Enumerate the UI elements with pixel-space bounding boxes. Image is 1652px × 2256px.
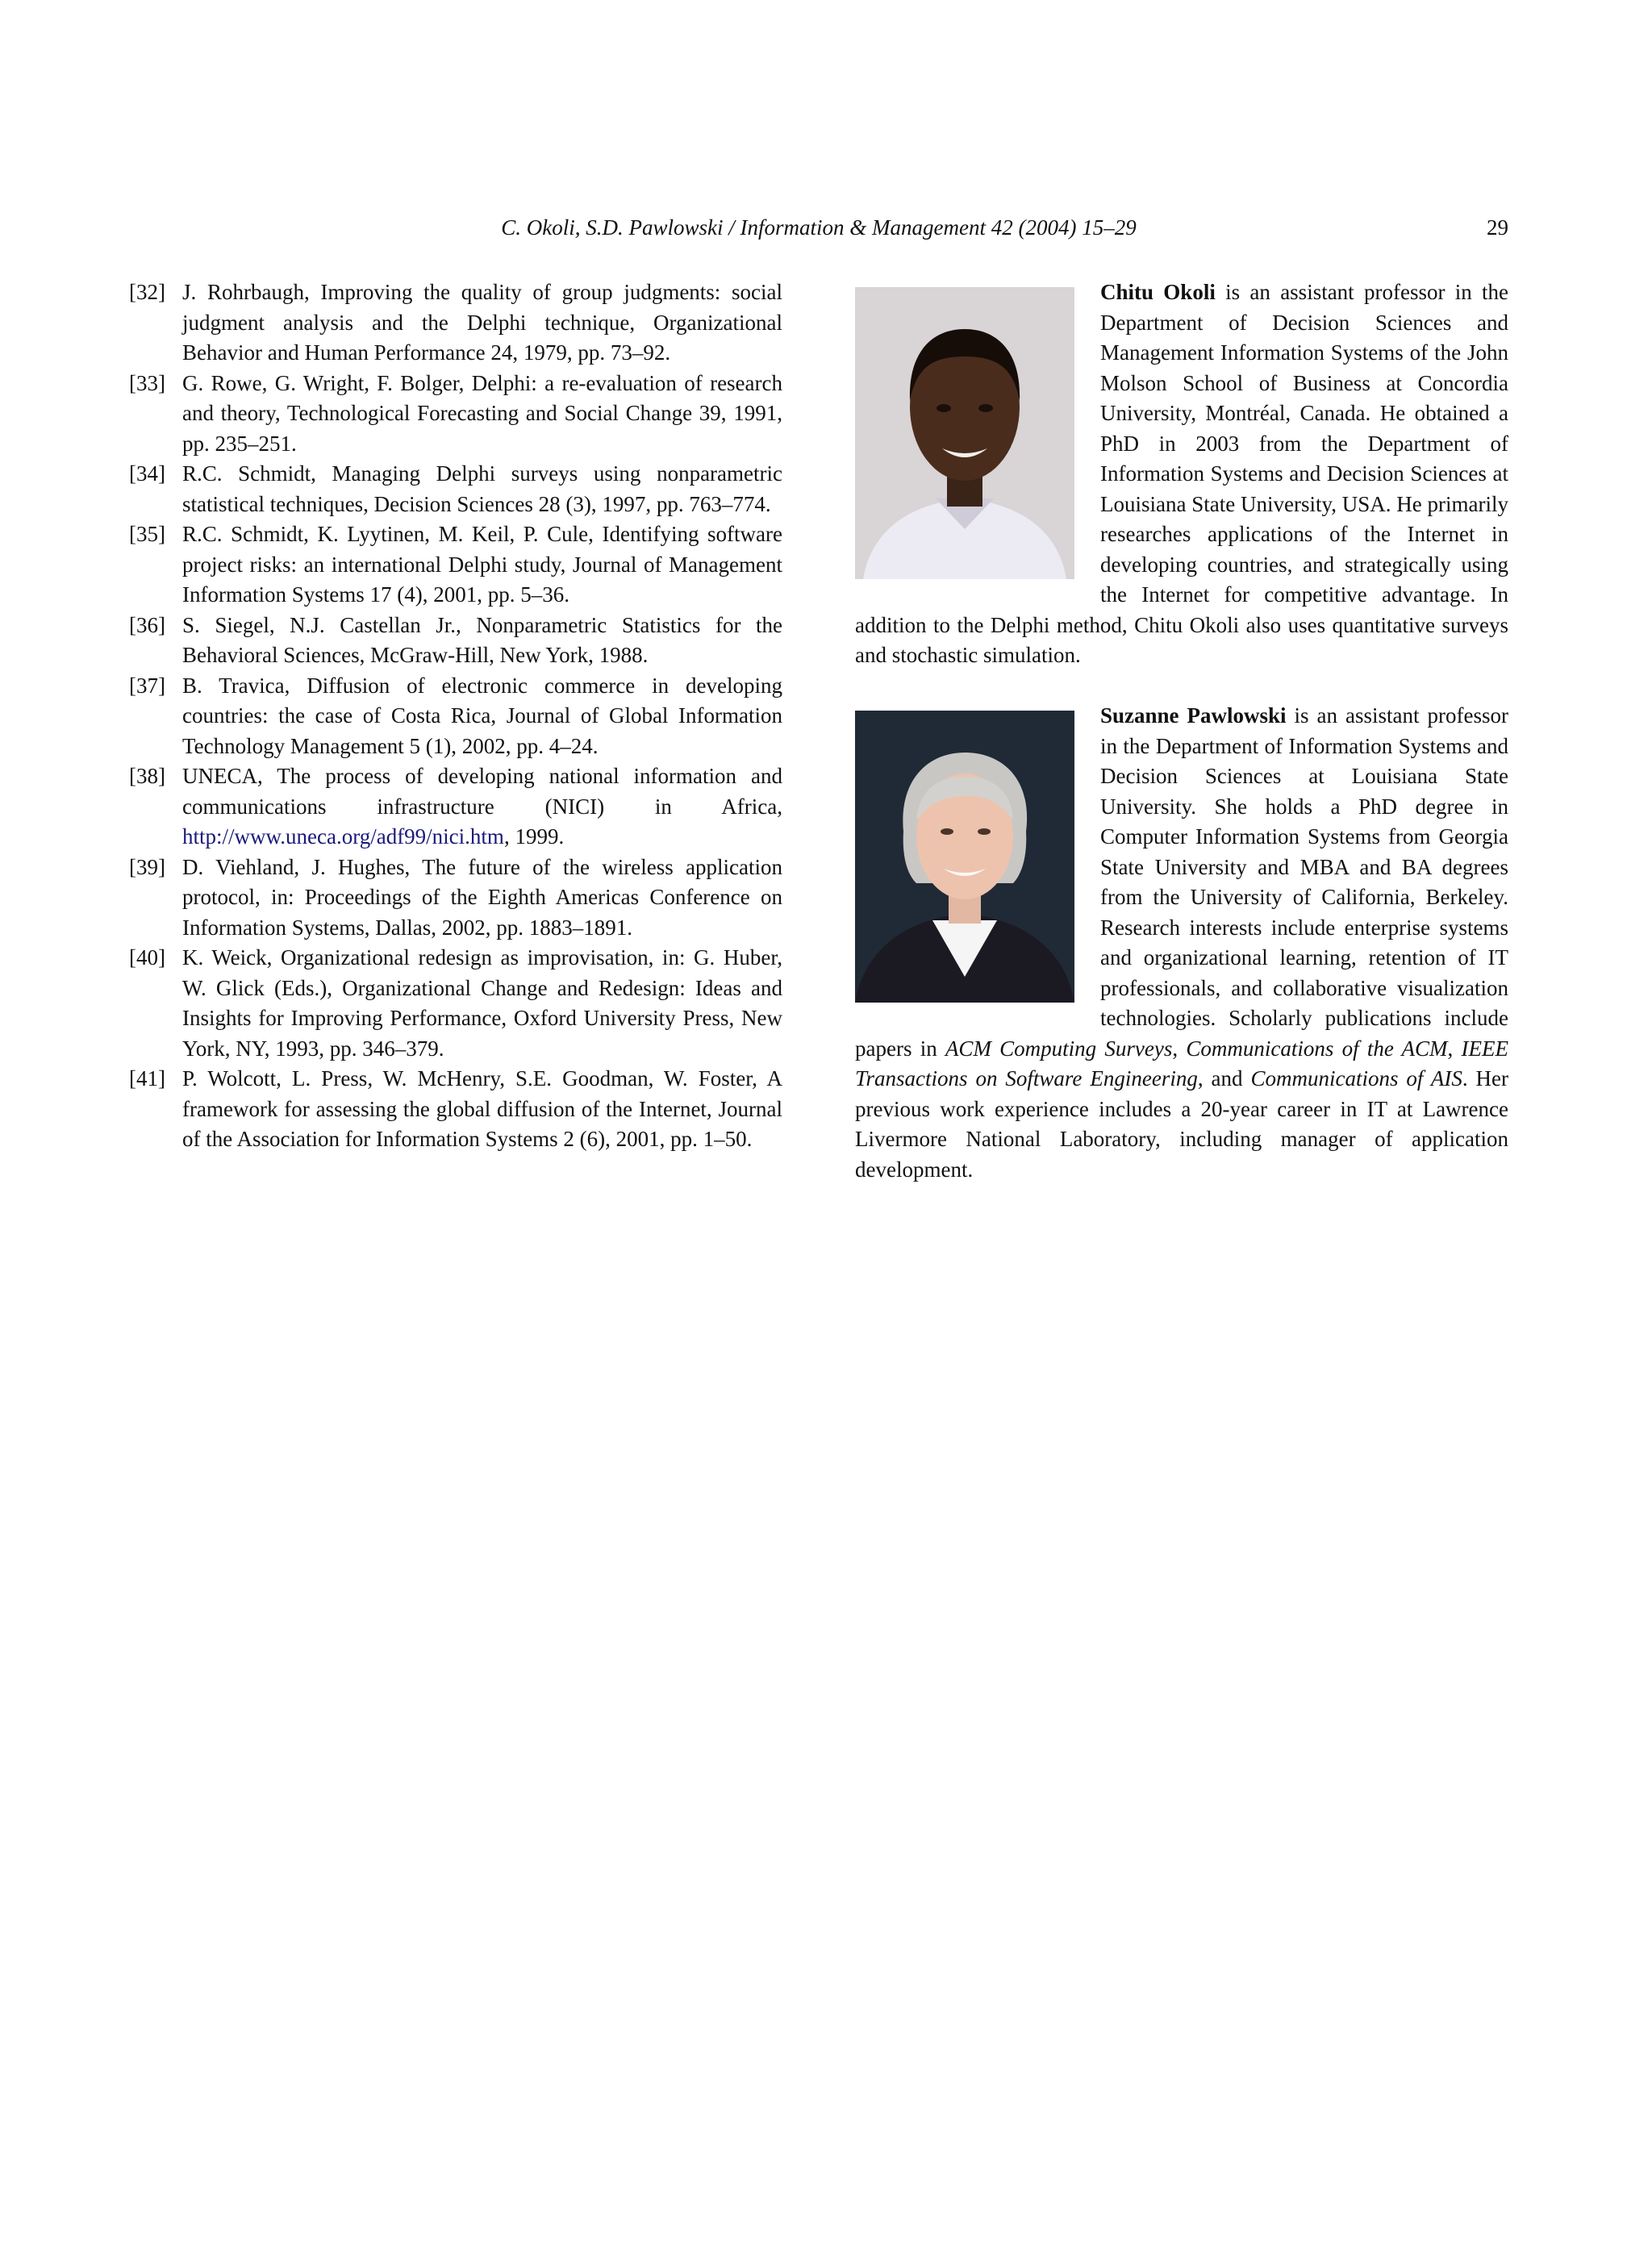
reference-item <box>129 277 782 369</box>
reference-text: R.C. Schmidt, Managing Delphi surveys using nonparametric statistical techniques, Decision Sciences 28 (3), 1997, pp. 763–774. <box>182 461 782 516</box>
running-head <box>129 211 1508 244</box>
separator: , <box>1172 1036 1187 1061</box>
reference-text: B. Travica, Diffusion of electronic commerce in developing countries: the case of Costa Rica, Journal of Global Information Technology Management 5 (1), 2002, pp. 4–24. <box>182 673 782 758</box>
reference-number: [39] <box>129 854 165 879</box>
reference-text: R.C. Schmidt, K. Lyytinen, M. Keil, P. Cule, Identifying software project risks: an international Delphi study, Journal of Management Information Systems 17 (4), 2001, pp. 5–36. <box>182 522 782 607</box>
reference-text-tail: , 1999. <box>503 824 565 849</box>
publication-title: ACM Computing Surveys <box>945 1036 1173 1061</box>
reference-item <box>129 519 782 611</box>
reference-item <box>129 671 782 762</box>
photo-chitu-okoli <box>855 287 1074 579</box>
reference-number: [38] <box>129 764 165 788</box>
bio-pawlowski <box>855 701 1508 1185</box>
reference-item <box>129 853 782 944</box>
author-bios <box>855 277 1508 1185</box>
bio-name: Chitu Okoli <box>1100 280 1216 304</box>
reference-text: G. Rowe, G. Wright, F. Bolger, Delphi: a re-evaluation of research and theory, Technological Forecasting and Social Change 39, 1991, pp. 235–251. <box>182 370 782 456</box>
reference-text: S. Siegel, N.J. Castellan Jr., Nonparametric Statistics for the Behavioral Sciences, McGraw-Hill, New York, 1988. <box>182 612 782 667</box>
reference-item <box>129 761 782 853</box>
reference-number: [35] <box>129 522 165 546</box>
separator: , <box>1447 1036 1462 1061</box>
reference-text: D. Viehland, J. Hughes, The future of the wireless application protocol, in: Proceedings of the Eighth Americas Conference on Information Systems, Dallas, 2002, pp. 1883–1891. <box>182 854 782 940</box>
bio-okoli <box>855 277 1508 671</box>
reference-number: [34] <box>129 461 165 486</box>
reference-text: J. Rohrbaugh, Improving the quality of group judgments: social judgment analysis and the Delphi technique, Organizational Behavior and Human Performance 24, 1979, pp. 73–92. <box>182 280 782 365</box>
reference-item <box>129 943 782 1064</box>
reference-item <box>129 1064 782 1155</box>
publication-title: Communications of AIS <box>1250 1066 1462 1090</box>
reference-number: [41] <box>129 1066 165 1090</box>
running-title: C. Okoli, S.D. Pawlowski / Information & Management 42 (2004) 15–29 <box>501 215 1137 240</box>
reference-item <box>129 459 782 519</box>
reference-text: K. Weick, Organizational redesign as improvisation, in: G. Huber, W. Glick (Eds.), Organizational Change and Redesign: Ideas and Insights for Improving Performance, Oxford University Press, New York, NY, 1993, pp. 346–379. <box>182 945 782 1061</box>
reference-item <box>129 611 782 671</box>
reference-number: [32] <box>129 280 165 304</box>
reference-number: [40] <box>129 945 165 970</box>
reference-item <box>129 369 782 460</box>
publication-title: Communications of the ACM <box>1186 1036 1448 1061</box>
reference-number: [37] <box>129 673 165 698</box>
reference-number: [33] <box>129 370 165 395</box>
reference-text: UNECA, The process of developing national information and communications infrastructure (NICI) in Africa, <box>182 764 782 819</box>
reference-url-link[interactable]: http://www.uneca.org/adf99/nici.htm <box>182 824 504 849</box>
publication-title: IEEE Transactions on Software Engineering <box>855 1036 1509 1090</box>
page-number: 29 <box>1487 215 1508 240</box>
reference-number: [36] <box>129 612 165 637</box>
reference-text: P. Wolcott, L. Press, W. McHenry, S.E. Goodman, W. Foster, A framework for assessing the global diffusion of the Internet, Journal of the Association for Information Systems 2 (6), 2001, pp. 1–50. <box>182 1066 782 1151</box>
references-list <box>129 277 782 1155</box>
photo-suzanne-pawlowski <box>855 711 1074 1003</box>
separator: , and <box>1197 1066 1251 1090</box>
bio-text: is an assistant professor in the Department of Decision Sciences and Management Information Systems of the John Molson School of Business at Concordia University, Montréal, Canada. He obtained a PhD in 2003 from the Department of Information Systems and Decision Sciences at Louisiana State University, USA. He primarily researches applications of the Internet in developing countries, and strategically using the Internet for competitive advantage. In addition to the Delphi method, Chitu Okoli also uses quantitative surveys and stochastic simulation. <box>855 280 1509 667</box>
bio-text-tail: . Her previous work experience includes a 20-year career in IT at Lawrence Livermore National Laboratory, including manager of application development. <box>855 1066 1509 1182</box>
bio-name: Suzanne Pawlowski <box>1100 703 1287 728</box>
bio-text: is an assistant professor in the Department of Information Systems and Decision Sciences at Louisiana State University. She holds a PhD degree in Computer Information Systems from Georgia State University and MBA and BA degrees from the University of California, Berkeley. Research interests include enterprise systems and organizational learning, retention of IT professionals, and collaborative visualization technologies. Scholarly publications include papers in <box>855 703 1508 1061</box>
